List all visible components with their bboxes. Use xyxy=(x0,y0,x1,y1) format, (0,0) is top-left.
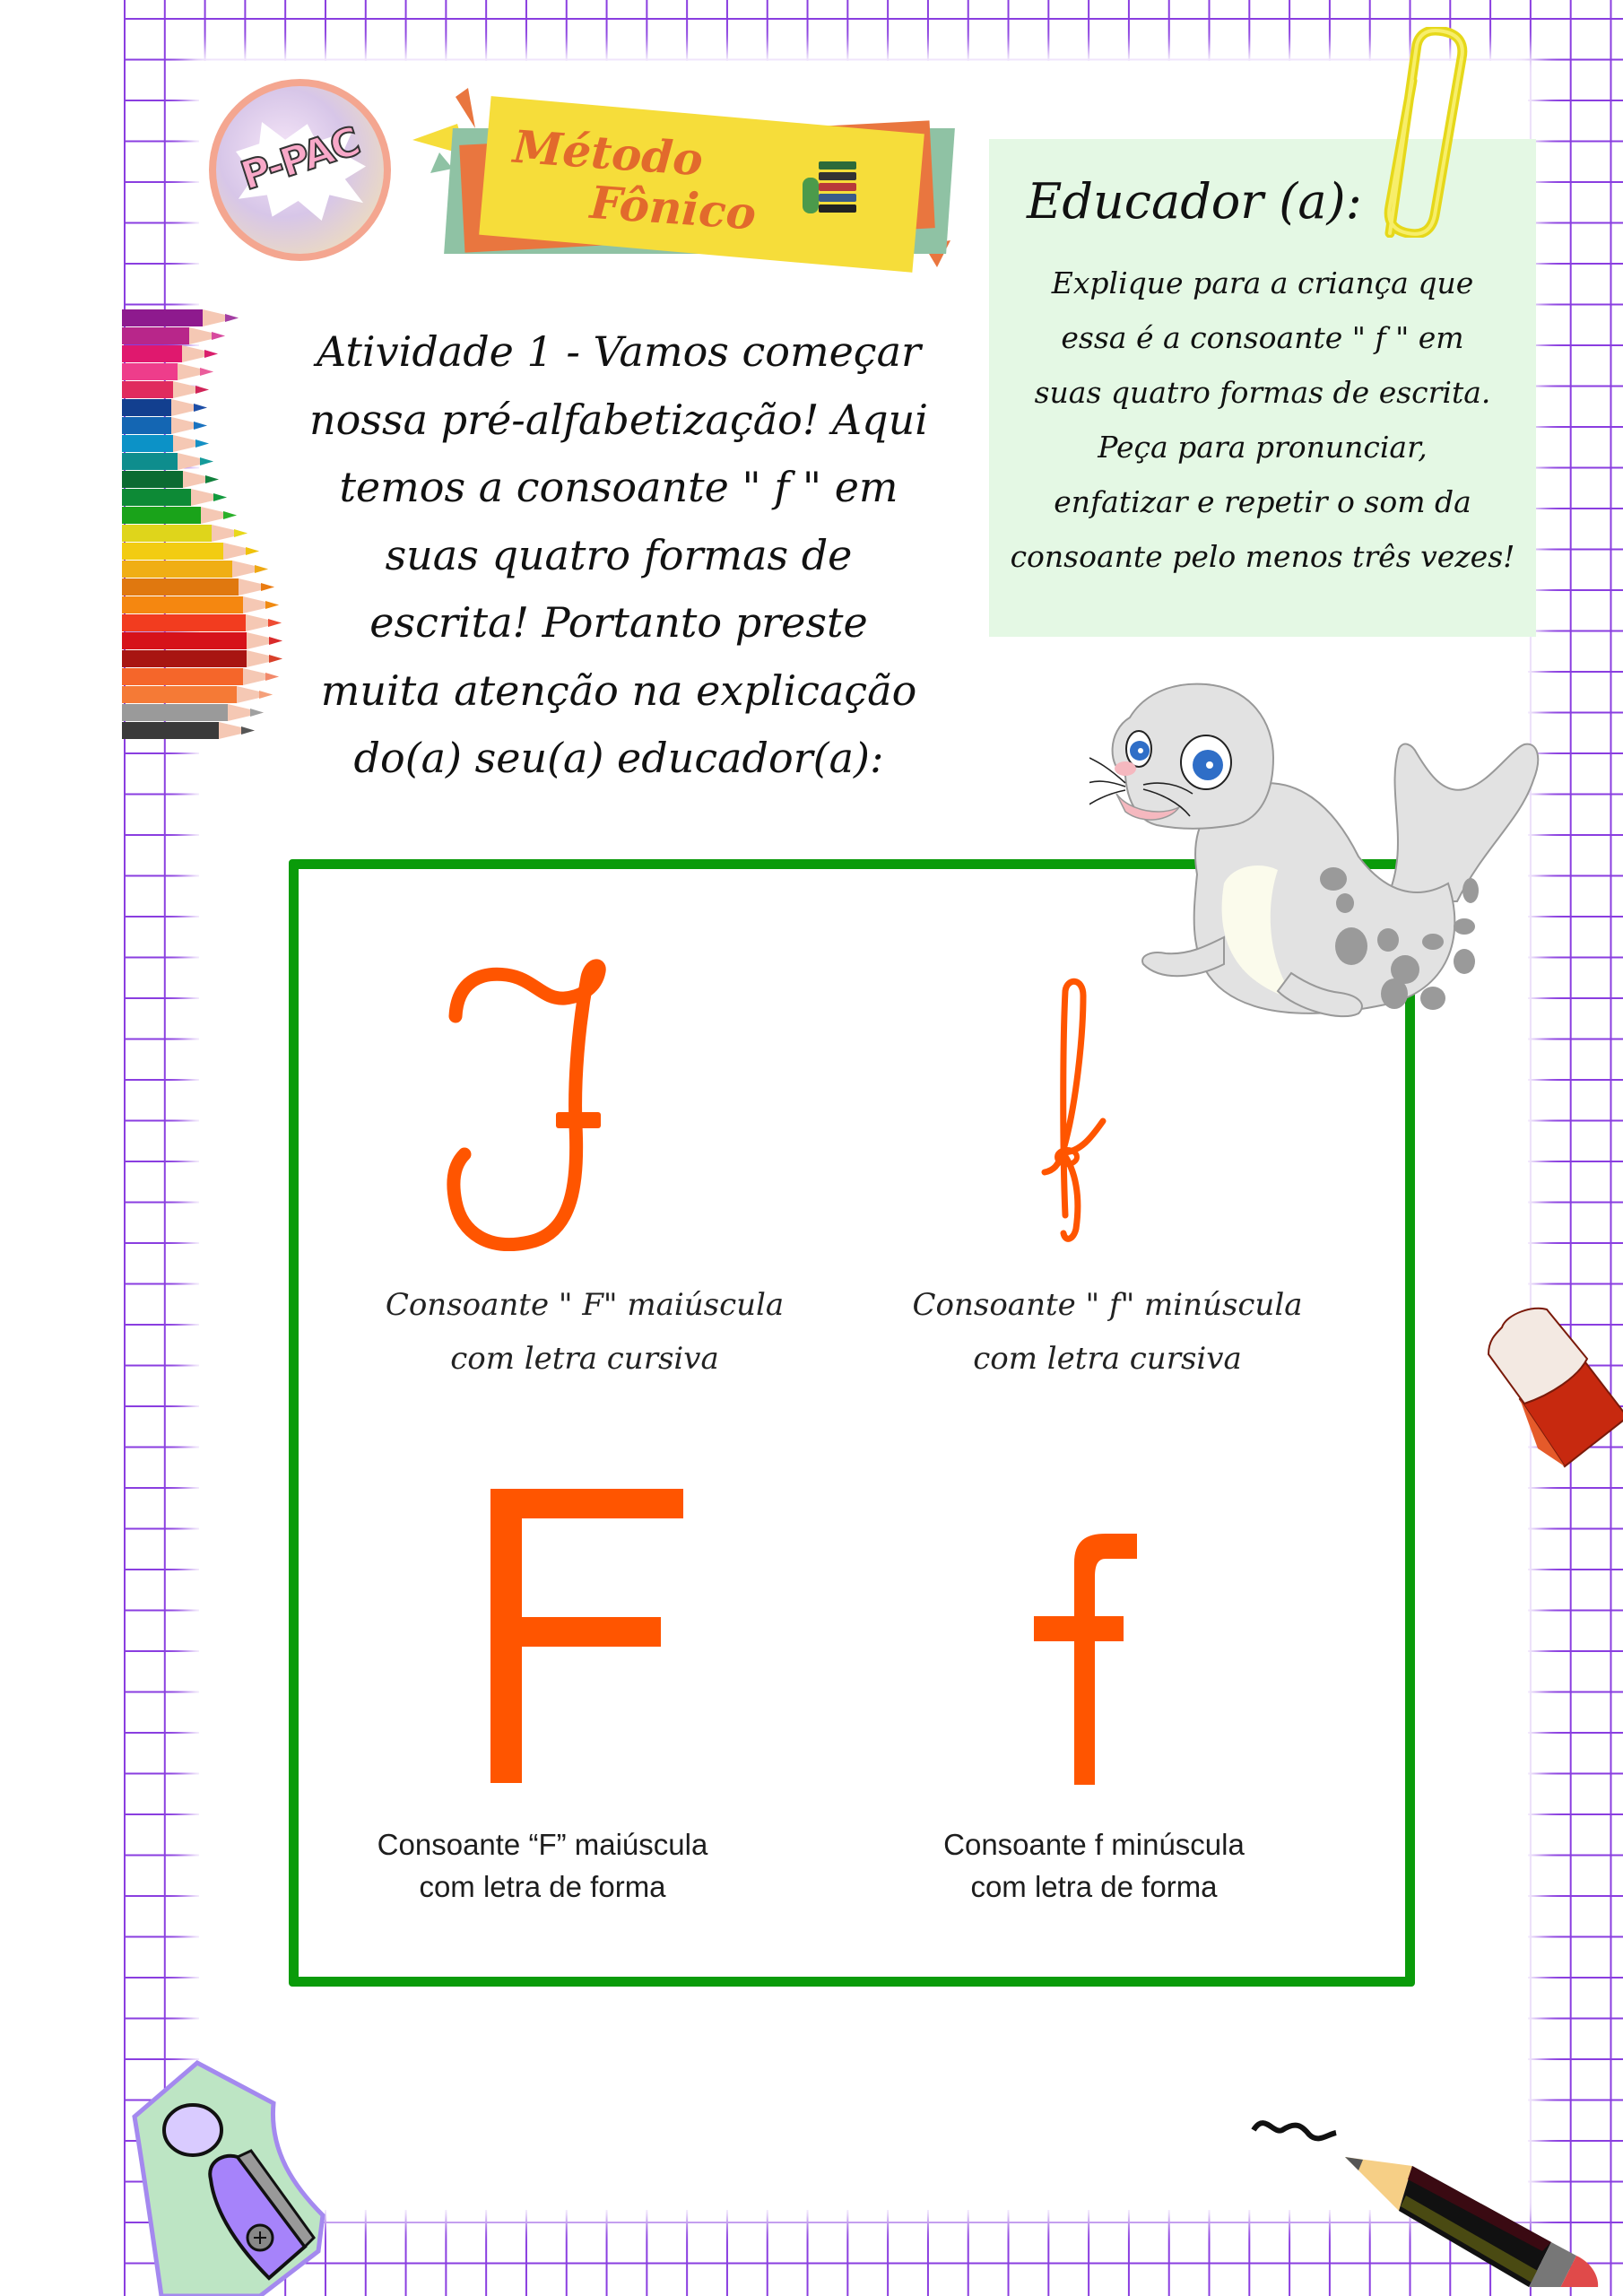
banner-title xyxy=(508,119,783,241)
activity-line: temos a consoante " f " em xyxy=(339,463,898,511)
logo-text: P-PAC xyxy=(235,118,365,200)
caption-line: Consoante f minúscula xyxy=(943,1828,1245,1861)
caption-print-lowercase xyxy=(906,1823,1282,1908)
activity-line: suas quatro formas de xyxy=(385,530,853,579)
print-lowercase-f-glyph xyxy=(1034,1514,1141,1785)
educator-line: essa é a consoante " f " em xyxy=(1061,320,1464,355)
activity-instructions xyxy=(296,318,942,793)
caption-line: Consoante " f" minúscula xyxy=(912,1287,1303,1323)
caption-line: com letra cursiva xyxy=(973,1341,1242,1377)
activity-line: escrita! Portanto preste xyxy=(369,598,868,647)
activity-line: muita atenção na explicação xyxy=(320,665,917,715)
caption-cursive-uppercase xyxy=(343,1278,827,1386)
activity-line: nossa pré-alfabetização! Aqui xyxy=(309,395,928,444)
seal-mascot-icon xyxy=(1089,668,1565,1027)
educator-line: Peça para pronunciar, xyxy=(1098,430,1428,465)
caption-line: Consoante “F” maiúscula xyxy=(377,1828,708,1861)
educator-line: enfatizar e repetir o som da xyxy=(1054,484,1471,519)
educator-title: Educador (a): xyxy=(1027,173,1362,230)
educator-line: consoante pelo menos três vezes! xyxy=(1010,539,1515,574)
banner-title-line2: Fônico xyxy=(588,175,759,240)
educator-line: suas quatro formas de escrita. xyxy=(1034,375,1491,410)
caption-line: com letra de forma xyxy=(419,1870,666,1903)
cursive-uppercase-f-glyph xyxy=(439,946,681,1251)
caption-cursive-lowercase xyxy=(874,1278,1341,1386)
activity-line: Atividade 1 - Vamos começar xyxy=(317,327,921,376)
caption-line: com letra cursiva xyxy=(450,1341,719,1377)
metodo-fonico-banner xyxy=(412,88,973,272)
paperclip-icon xyxy=(1363,27,1480,238)
pencil-drawing-icon xyxy=(1246,2108,1623,2287)
print-uppercase-f-glyph xyxy=(490,1489,683,1785)
caption-line: com letra de forma xyxy=(970,1870,1218,1903)
caption-line: Consoante " F" maiúscula xyxy=(385,1287,785,1323)
caption-print-uppercase xyxy=(354,1823,731,1908)
ppac-logo xyxy=(209,79,391,261)
educator-instructions xyxy=(989,256,1536,584)
pencil-sharpener-icon xyxy=(126,2054,395,2296)
educator-line: Explique para a criança que xyxy=(1051,265,1474,300)
banner-title-line1: Método xyxy=(511,119,705,187)
colored-pencils-icon xyxy=(122,309,292,807)
activity-line: do(a) seu(a) educador(a): xyxy=(353,734,884,782)
school-supplies-icon xyxy=(803,160,874,222)
eraser-icon xyxy=(1484,1292,1623,1471)
